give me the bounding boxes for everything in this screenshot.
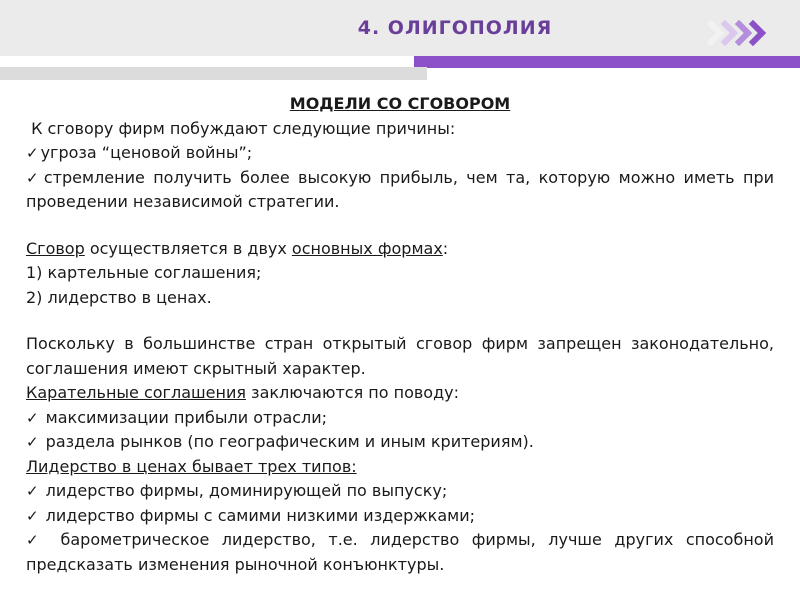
title-box	[0, 0, 800, 56]
forms-text: Сговор осуществляется в двух основных формах:	[26, 238, 449, 258]
checkmark-icon: ✓	[26, 408, 39, 427]
checkmark-icon: ✓	[26, 482, 39, 500]
reason-item: ✓ стремление получить более высокую прибыль, чем та, которую можно иметь при проведении независимой стратегии.	[26, 167, 774, 211]
checkmark-icon: ✓	[26, 506, 39, 525]
cartel-item: ✓ раздела рынков (по географическим и иным критериям).	[26, 432, 534, 451]
checkmark-icon: ✓	[26, 144, 39, 162]
cartel-text: Карательные соглашения заключаются по поводу:	[26, 383, 460, 402]
accent-stripe-purple	[414, 56, 800, 68]
checkmark-icon: ✓	[26, 531, 46, 549]
leadership-item: ✓ лидерство фирмы, доминирующей по выпуску;	[26, 481, 448, 500]
leadership-item: ✓ барометрическое лидерство, т.е. лидерство фирмы, лучше других способной предсказать изменения рыночной конъюнктуры.	[26, 530, 774, 574]
intro-text: К сговору фирм побуждают следующие причины:	[31, 118, 456, 138]
reason-item: ✓ угроза “ценовой войны”;	[26, 143, 253, 162]
form-item: 2) лидерство в ценах.	[26, 287, 212, 307]
leadership-item: ✓ лидерство фирмы с самими низкими издержками;	[26, 505, 476, 525]
slide-title: 4. ОЛИГОПОЛИЯ	[357, 17, 553, 39]
cartel-item: ✓ максимизации прибыли отрасли;	[26, 407, 328, 427]
checkmark-icon: ✓	[26, 433, 39, 451]
chevron-arrows-icon	[707, 20, 771, 46]
forms-term: Сговор	[26, 238, 85, 258]
slide-content	[26, 92, 774, 577]
accent-stripe-gray	[0, 67, 427, 80]
section-heading: МОДЕЛИ СО СГОВОРОМ	[289, 94, 511, 113]
form-item: 1) картельные соглашения;	[26, 263, 262, 282]
cartel-term: Карательные соглашения	[26, 383, 246, 402]
leadership-term: Лидерство в ценах бывает трех типов:	[26, 456, 357, 476]
forms-term-2: основных формах	[291, 238, 443, 258]
secret-paragraph: Поскольку в большинстве стран открытый сговор фирм запрещен законодательно, соглашения имеют скрытный характер.	[26, 334, 774, 378]
checkmark-icon: ✓	[26, 168, 42, 187]
